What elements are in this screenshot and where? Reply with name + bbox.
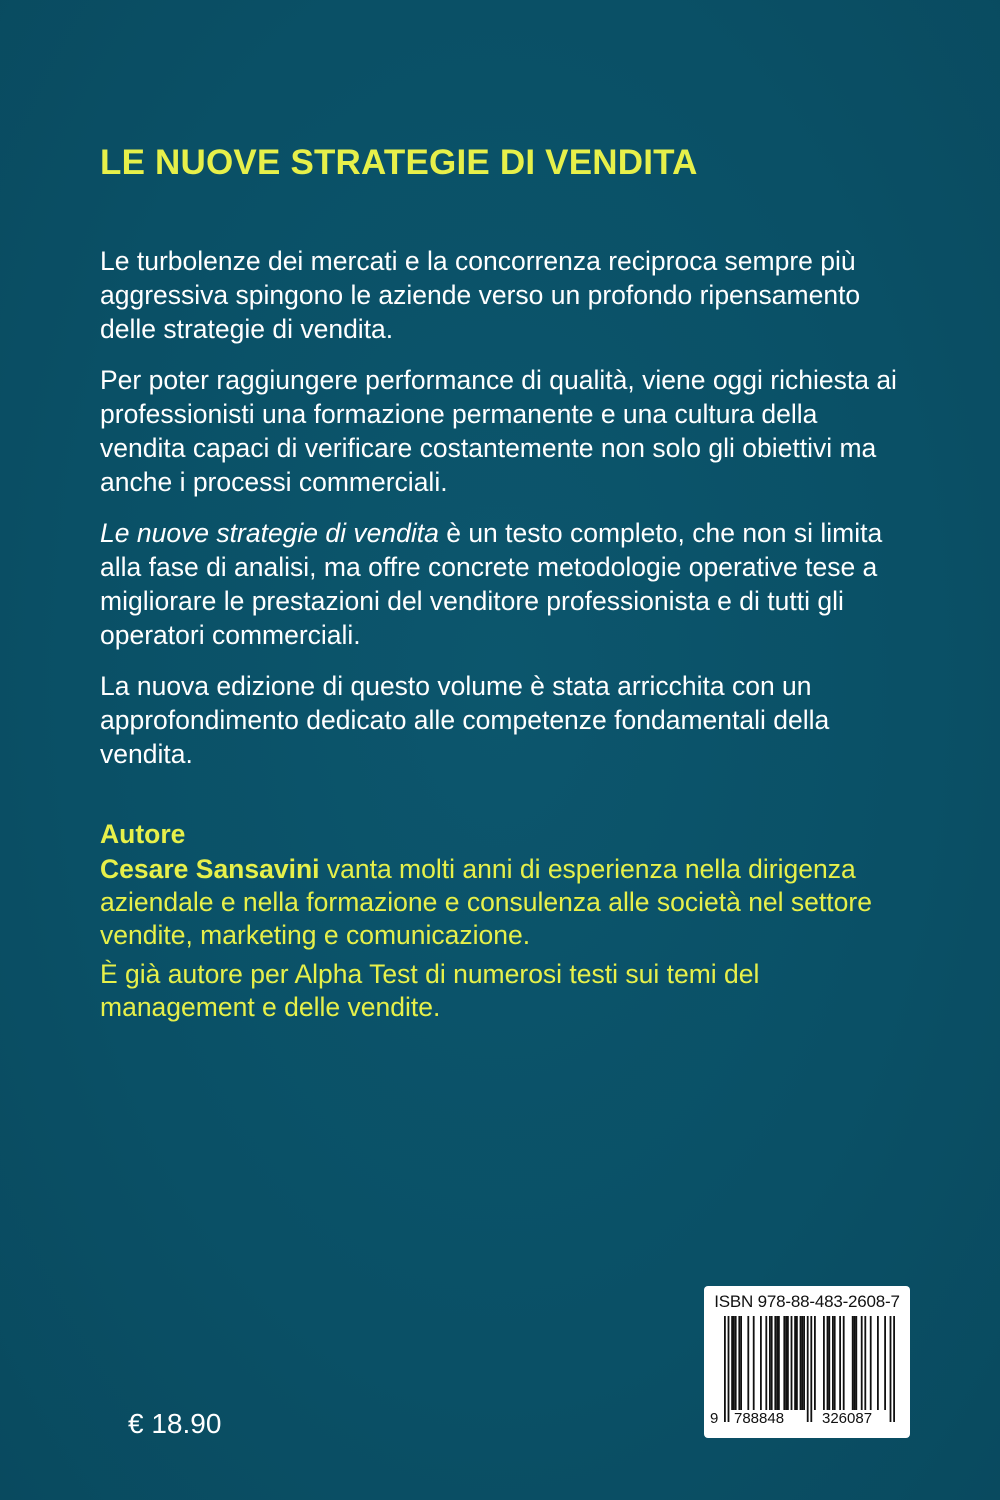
barcode-bar — [814, 1316, 816, 1410]
barcode-bar — [843, 1316, 845, 1410]
barcode-bar — [854, 1316, 856, 1410]
barcode-bar — [738, 1316, 740, 1410]
barcode-bar — [800, 1316, 802, 1410]
barcode-digits-group-1: 788848 — [734, 1410, 785, 1427]
barcode-bar — [785, 1316, 787, 1410]
barcode-bar — [791, 1316, 793, 1410]
barcode-bar — [747, 1316, 749, 1410]
author-bio — [100, 853, 900, 952]
barcode-bar — [803, 1316, 805, 1410]
barcode-bar — [753, 1316, 755, 1410]
barcode-bar — [774, 1316, 776, 1410]
author-heading: Autore — [100, 819, 186, 849]
barcode-bar — [733, 1316, 735, 1410]
barcode-bar — [765, 1316, 767, 1410]
barcode-bar — [827, 1316, 829, 1410]
paragraph-4: La nuova edizione di questo volume è stata arricchita con un approfondimento dedicato alle competenze fondamentali della vendita. — [100, 671, 830, 769]
author-bio-text: vanta molti anni di esperienza nella dirigenza aziendale e nella formazione e consulenza alle società nel settore vendite, marketing e comunicazione. — [100, 854, 872, 950]
paragraph-1: Le turbolenze dei mercati e la concorrenza reciproca sempre più aggressiva spingono le aziende verso un profondo ripensamento delle strategie di vendita. — [100, 246, 861, 344]
barcode-bar — [861, 1316, 863, 1410]
barcode-bar — [724, 1316, 726, 1422]
barcode-bar — [852, 1316, 854, 1410]
barcode-bar — [735, 1316, 737, 1410]
barcode-bar — [760, 1316, 762, 1410]
paragraph-3-text: è un testo completo, che non si limita alla fase di analisi, ma offre concrete metodologie operative tese a migliorare le prestazioni del venditore professionista e di tutti gli operatori commerciali. — [100, 518, 883, 650]
barcode-bar — [771, 1316, 773, 1410]
barcode-digit-first: 9 — [710, 1410, 719, 1427]
barcode-bar — [855, 1316, 857, 1410]
barcode-bar — [783, 1316, 785, 1410]
barcode-bar — [834, 1316, 836, 1410]
description — [100, 244, 900, 788]
paragraph-3 — [100, 516, 900, 652]
barcode-bar — [728, 1316, 730, 1422]
price: € 18.90 — [128, 1408, 222, 1439]
barcode-bar — [839, 1316, 841, 1410]
book-title: LE NUOVE STRATEGIE DI VENDITA — [100, 143, 698, 182]
paragraph-2: Per poter raggiungere performance di qualità, viene oggi richiesta ai professionisti una formazione permanente e una cultura della vendita capaci di verificare costantemente non solo gli obiettivi ma anche i processi commerciali. — [100, 365, 897, 497]
title-reference: Le nuove strategie di vendita — [100, 518, 439, 548]
isbn-barcode — [704, 1286, 910, 1438]
barcode-bar — [776, 1316, 778, 1410]
barcode-bar — [893, 1316, 895, 1422]
author-section — [100, 817, 900, 1030]
barcode-bar — [828, 1316, 830, 1410]
barcode-bar — [796, 1316, 798, 1410]
barcode-bar — [794, 1316, 796, 1410]
barcode-bar — [778, 1316, 780, 1410]
barcode-bar — [864, 1316, 866, 1410]
barcode-bar — [890, 1316, 892, 1422]
barcode-bar — [787, 1316, 789, 1410]
barcode-bar — [884, 1316, 886, 1410]
barcode-bar — [870, 1316, 872, 1410]
author-bio-2: È già autore per Alpha Test di numerosi testi sui temi del management e delle vendite. — [100, 959, 760, 1022]
barcode-bar — [823, 1316, 825, 1410]
isbn-label: ISBN 978-88-483-2608-7 — [714, 1292, 900, 1311]
barcode-bar — [731, 1316, 733, 1410]
author-name: Cesare Sansavini — [100, 854, 320, 884]
barcode-bar — [877, 1316, 879, 1410]
barcode-bar — [810, 1316, 812, 1422]
barcode-bar — [832, 1316, 834, 1410]
barcode-bar — [807, 1316, 809, 1422]
barcode-bar — [769, 1316, 771, 1410]
barcode-bar — [801, 1316, 803, 1410]
barcode-bar — [740, 1316, 742, 1410]
barcode-digits-group-2: 326087 — [822, 1410, 873, 1427]
